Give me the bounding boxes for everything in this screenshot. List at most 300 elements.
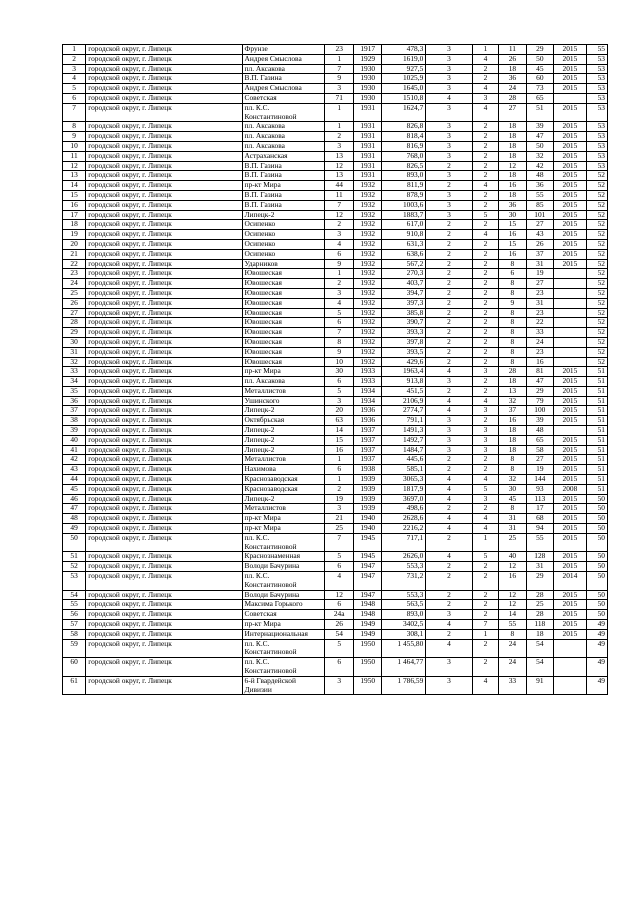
entrances-cell: 2	[472, 347, 498, 357]
municipality-cell: городской округ, г. Липецк	[86, 629, 242, 639]
year-cell: 1936	[354, 406, 381, 416]
street-cell: пр-кт Мира	[242, 367, 324, 377]
repair-year-cell: 2015	[554, 610, 587, 620]
municipality-cell: городской округ, г. Липецк	[86, 190, 242, 200]
percent-cell: 51	[586, 475, 607, 485]
table-row	[63, 600, 608, 610]
apartments-cell: 18	[499, 171, 526, 181]
percent-cell: 52	[586, 288, 607, 298]
residents-cell: 94	[526, 524, 553, 534]
percent-cell: 50	[586, 504, 607, 514]
area-cell: 791,1	[381, 416, 425, 426]
entrances-cell: 4	[472, 396, 498, 406]
residents-cell: 27	[526, 279, 553, 289]
residents-cell: 47	[526, 377, 553, 387]
house-number-cell: 5	[324, 552, 354, 562]
table-row	[63, 308, 608, 318]
row-number-cell: 1	[63, 45, 86, 55]
area-cell: 2106,9	[381, 396, 425, 406]
repair-year-cell: 2015	[554, 64, 587, 74]
repair-year-cell: 2015	[554, 171, 587, 181]
floors-cell: 3	[426, 132, 472, 142]
area-cell: 445,6	[381, 455, 425, 465]
entrances-cell: 2	[472, 337, 498, 347]
entrances-cell: 2	[472, 298, 498, 308]
residents-cell: 29	[526, 386, 553, 396]
row-number-cell: 32	[63, 357, 86, 367]
floors-cell: 2	[426, 288, 472, 298]
table-row	[63, 524, 608, 534]
percent-cell: 52	[586, 347, 607, 357]
residents-cell: 16	[526, 357, 553, 367]
area-cell: 397,3	[381, 298, 425, 308]
year-cell: 1948	[354, 600, 381, 610]
floors-cell: 2	[426, 600, 472, 610]
repair-year-cell: 2015	[554, 620, 587, 630]
year-cell: 1949	[354, 620, 381, 630]
house-number-cell: 2	[324, 484, 354, 494]
municipality-cell: городской округ, г. Липецк	[86, 484, 242, 494]
table-row	[63, 269, 608, 279]
entrances-cell: 2	[472, 279, 498, 289]
table-row	[63, 298, 608, 308]
table-row	[63, 676, 608, 695]
apartments-cell: 18	[499, 132, 526, 142]
residents-cell: 24	[526, 337, 553, 347]
entrances-cell: 2	[472, 658, 498, 677]
floors-cell: 3	[426, 435, 472, 445]
house-number-cell: 3	[324, 288, 354, 298]
municipality-cell: городской округ, г. Липецк	[86, 181, 242, 191]
entrances-cell: 2	[472, 318, 498, 328]
percent-cell: 50	[586, 533, 607, 552]
table-row	[63, 590, 608, 600]
entrances-cell: 4	[472, 181, 498, 191]
street-cell: Липецк-2	[242, 406, 324, 416]
year-cell: 1932	[354, 308, 381, 318]
area-cell: 2216,2	[381, 524, 425, 534]
street-cell: пл. К.С. Константиновой	[242, 533, 324, 552]
apartments-cell: 12	[499, 590, 526, 600]
floors-cell: 3	[426, 658, 472, 677]
street-cell: Ювошеская	[242, 288, 324, 298]
entrances-cell: 2	[472, 377, 498, 387]
year-cell: 1932	[354, 190, 381, 200]
floors-cell: 2	[426, 328, 472, 338]
municipality-cell: городской округ, г. Липецк	[86, 504, 242, 514]
floors-cell: 4	[426, 639, 472, 658]
percent-cell: 50	[586, 494, 607, 504]
house-number-cell: 1	[324, 122, 354, 132]
entrances-cell: 2	[472, 220, 498, 230]
repair-year-cell: 2015	[554, 475, 587, 485]
street-cell: Металлистов	[242, 455, 324, 465]
house-number-cell: 5	[324, 386, 354, 396]
apartments-cell: 30	[499, 210, 526, 220]
repair-year-cell	[554, 298, 587, 308]
area-cell: 585,1	[381, 465, 425, 475]
apartments-cell: 32	[499, 475, 526, 485]
street-cell: Краснозаводская	[242, 484, 324, 494]
street-cell: В.П. Газина	[242, 200, 324, 210]
municipality-cell: городской округ, г. Липецк	[86, 54, 242, 64]
residents-cell: 79	[526, 396, 553, 406]
house-number-cell: 4	[324, 298, 354, 308]
year-cell: 1930	[354, 93, 381, 103]
row-number-cell: 34	[63, 377, 86, 387]
table-row	[63, 210, 608, 220]
row-number-cell: 43	[63, 465, 86, 475]
floors-cell: 3	[426, 676, 472, 695]
table-row	[63, 639, 608, 658]
residents-cell: 55	[526, 533, 553, 552]
percent-cell: 51	[586, 426, 607, 436]
municipality-cell: городской округ, г. Липецк	[86, 455, 242, 465]
entrances-cell: 3	[472, 435, 498, 445]
house-number-cell: 3	[324, 504, 354, 514]
row-number-cell: 36	[63, 396, 86, 406]
street-cell: Советская	[242, 610, 324, 620]
entrances-cell: 2	[472, 600, 498, 610]
entrances-cell: 2	[472, 141, 498, 151]
table-row	[63, 220, 608, 230]
street-cell: пр-кт Мира	[242, 524, 324, 534]
house-number-cell: 12	[324, 210, 354, 220]
residents-cell: 39	[526, 416, 553, 426]
residents-cell: 68	[526, 514, 553, 524]
entrances-cell: 3	[472, 445, 498, 455]
house-number-cell: 9	[324, 347, 354, 357]
table-row	[63, 572, 608, 591]
entrances-cell: 2	[472, 610, 498, 620]
year-cell: 1937	[354, 455, 381, 465]
year-cell: 1948	[354, 610, 381, 620]
entrances-cell: 2	[472, 465, 498, 475]
house-number-cell: 3	[324, 230, 354, 240]
street-cell: Астраханская	[242, 151, 324, 161]
floors-cell: 3	[426, 210, 472, 220]
percent-cell: 53	[586, 103, 607, 122]
year-cell: 1932	[354, 298, 381, 308]
percent-cell: 50	[586, 610, 607, 620]
house-number-cell: 5	[324, 639, 354, 658]
year-cell: 1917	[354, 45, 381, 55]
municipality-cell: городской округ, г. Липецк	[86, 552, 242, 562]
row-number-cell: 33	[63, 367, 86, 377]
street-cell: Советская	[242, 93, 324, 103]
percent-cell: 53	[586, 122, 607, 132]
entrances-cell: 2	[472, 288, 498, 298]
house-number-cell: 2	[324, 132, 354, 142]
entrances-cell: 5	[472, 552, 498, 562]
apartments-cell: 40	[499, 552, 526, 562]
table-row	[63, 122, 608, 132]
street-cell: пл. Аксакова	[242, 64, 324, 74]
year-cell: 1932	[354, 230, 381, 240]
repair-year-cell	[554, 279, 587, 289]
house-number-cell: 71	[324, 93, 354, 103]
row-number-cell: 16	[63, 200, 86, 210]
percent-cell: 52	[586, 239, 607, 249]
row-number-cell: 13	[63, 171, 86, 181]
apartments-cell: 8	[499, 357, 526, 367]
residents-cell: 23	[526, 347, 553, 357]
table-row	[63, 328, 608, 338]
year-cell: 1932	[354, 181, 381, 191]
repair-year-cell: 2015	[554, 386, 587, 396]
area-cell: 390,7	[381, 318, 425, 328]
repair-year-cell: 2015	[554, 141, 587, 151]
house-number-cell: 9	[324, 259, 354, 269]
percent-cell: 52	[586, 181, 607, 191]
year-cell: 1931	[354, 151, 381, 161]
area-cell: 1025,9	[381, 74, 425, 84]
entrances-cell: 2	[472, 259, 498, 269]
area-cell: 826,8	[381, 122, 425, 132]
floors-cell: 2	[426, 239, 472, 249]
residents-cell: 51	[526, 103, 553, 122]
area-cell: 270,3	[381, 269, 425, 279]
municipality-cell: городской округ, г. Липецк	[86, 562, 242, 572]
year-cell: 1930	[354, 64, 381, 74]
table-row	[63, 239, 608, 249]
street-cell: Осипенко	[242, 220, 324, 230]
area-cell: 913,8	[381, 377, 425, 387]
percent-cell: 51	[586, 367, 607, 377]
street-cell: Липецк-2	[242, 435, 324, 445]
table-row	[63, 475, 608, 485]
table-row	[63, 347, 608, 357]
municipality-cell: городской округ, г. Липецк	[86, 122, 242, 132]
repair-year-cell: 2015	[554, 435, 587, 445]
row-number-cell: 44	[63, 475, 86, 485]
entrances-cell: 2	[472, 269, 498, 279]
residents-cell: 25	[526, 600, 553, 610]
percent-cell: 52	[586, 210, 607, 220]
row-number-cell: 9	[63, 132, 86, 142]
repair-year-cell	[554, 357, 587, 367]
year-cell: 1939	[354, 484, 381, 494]
floors-cell: 4	[426, 552, 472, 562]
house-number-cell: 15	[324, 435, 354, 445]
apartments-cell: 18	[499, 141, 526, 151]
house-number-cell: 13	[324, 171, 354, 181]
municipality-cell: городской округ, г. Липецк	[86, 200, 242, 210]
residents-cell: 18	[526, 629, 553, 639]
year-cell: 1932	[354, 200, 381, 210]
street-cell: Андрея Смыслова	[242, 84, 324, 94]
residents-cell: 31	[526, 562, 553, 572]
house-number-cell: 2	[324, 279, 354, 289]
house-number-cell: 8	[324, 337, 354, 347]
repair-year-cell: 2015	[554, 45, 587, 55]
apartments-cell: 36	[499, 200, 526, 210]
floors-cell: 2	[426, 279, 472, 289]
row-number-cell: 37	[63, 406, 86, 416]
apartments-cell: 24	[499, 639, 526, 658]
street-cell: пл. Аксакова	[242, 141, 324, 151]
street-cell: пл. Аксакова	[242, 132, 324, 142]
year-cell: 1932	[354, 318, 381, 328]
table-row	[63, 171, 608, 181]
year-cell: 1932	[354, 269, 381, 279]
apartments-cell: 18	[499, 122, 526, 132]
residents-cell: 60	[526, 74, 553, 84]
house-number-cell: 1	[324, 103, 354, 122]
year-cell: 1937	[354, 426, 381, 436]
street-cell: Липецк-2	[242, 426, 324, 436]
year-cell: 1950	[354, 676, 381, 695]
residents-cell: 33	[526, 328, 553, 338]
street-cell: Липецк-2	[242, 210, 324, 220]
municipality-cell: городской округ, г. Липецк	[86, 658, 242, 677]
municipality-cell: городской округ, г. Липецк	[86, 572, 242, 591]
table-row	[63, 484, 608, 494]
repair-year-cell	[554, 337, 587, 347]
area-cell: 1963,4	[381, 367, 425, 377]
floors-cell: 2	[426, 504, 472, 514]
area-cell: 385,8	[381, 308, 425, 318]
table-row	[63, 504, 608, 514]
area-cell: 1 786,59	[381, 676, 425, 695]
area-cell: 1619,0	[381, 54, 425, 64]
area-cell: 393,5	[381, 347, 425, 357]
table-row	[63, 386, 608, 396]
percent-cell: 52	[586, 230, 607, 240]
area-cell: 553,3	[381, 562, 425, 572]
year-cell: 1950	[354, 658, 381, 677]
residents-cell: 50	[526, 141, 553, 151]
year-cell: 1933	[354, 367, 381, 377]
row-number-cell: 35	[63, 386, 86, 396]
floors-cell: 2	[426, 357, 472, 367]
row-number-cell: 4	[63, 74, 86, 84]
municipality-cell: городской округ, г. Липецк	[86, 435, 242, 445]
apartments-cell: 16	[499, 416, 526, 426]
floors-cell: 4	[426, 406, 472, 416]
floors-cell: 4	[426, 367, 472, 377]
percent-cell: 51	[586, 377, 607, 387]
floors-cell: 2	[426, 220, 472, 230]
percent-cell: 51	[586, 455, 607, 465]
percent-cell: 50	[586, 572, 607, 591]
municipality-cell: городской округ, г. Липецк	[86, 426, 242, 436]
repair-year-cell	[554, 308, 587, 318]
percent-cell: 49	[586, 620, 607, 630]
area-cell: 3697,0	[381, 494, 425, 504]
repair-year-cell: 2015	[554, 533, 587, 552]
street-cell: пл. К.С. Константиновой	[242, 572, 324, 591]
municipality-cell: городской округ, г. Липецк	[86, 494, 242, 504]
residents-cell: 31	[526, 298, 553, 308]
table-row	[63, 533, 608, 552]
row-number-cell: 7	[63, 103, 86, 122]
apartments-cell: 18	[499, 190, 526, 200]
percent-cell: 50	[586, 562, 607, 572]
street-cell: Октябрьская	[242, 416, 324, 426]
table-row	[63, 132, 608, 142]
table-row	[63, 259, 608, 269]
area-cell: 3065,3	[381, 475, 425, 485]
residents-cell: 23	[526, 308, 553, 318]
repair-year-cell: 2015	[554, 552, 587, 562]
area-cell: 717,1	[381, 533, 425, 552]
area-cell: 768,0	[381, 151, 425, 161]
municipality-cell: городской округ, г. Липецк	[86, 396, 242, 406]
entrances-cell: 2	[472, 132, 498, 142]
repair-year-cell: 2015	[554, 465, 587, 475]
area-cell: 631,3	[381, 239, 425, 249]
house-number-cell: 23	[324, 45, 354, 55]
entrances-cell: 2	[472, 239, 498, 249]
street-cell: Липецк-2	[242, 445, 324, 455]
apartments-cell: 18	[499, 377, 526, 387]
municipality-cell: городской округ, г. Липецк	[86, 93, 242, 103]
percent-cell: 53	[586, 74, 607, 84]
entrances-cell: 4	[472, 524, 498, 534]
apartments-cell: 8	[499, 629, 526, 639]
residents-cell: 19	[526, 269, 553, 279]
area-cell: 397,8	[381, 337, 425, 347]
residents-cell: 81	[526, 367, 553, 377]
house-number-cell: 63	[324, 416, 354, 426]
floors-cell: 2	[426, 161, 472, 171]
floors-cell: 4	[426, 524, 472, 534]
year-cell: 1937	[354, 435, 381, 445]
floors-cell: 3	[426, 103, 472, 122]
street-cell: Осипенко	[242, 230, 324, 240]
area-cell: 451,5	[381, 386, 425, 396]
apartments-cell: 8	[499, 504, 526, 514]
apartments-cell: 8	[499, 347, 526, 357]
year-cell: 1945	[354, 552, 381, 562]
house-number-cell: 12	[324, 590, 354, 600]
entrances-cell: 2	[472, 64, 498, 74]
street-cell: Интернациональная	[242, 629, 324, 639]
year-cell: 1937	[354, 445, 381, 455]
municipality-cell: городской округ, г. Липецк	[86, 45, 242, 55]
apartments-cell: 30	[499, 484, 526, 494]
apartments-cell: 12	[499, 562, 526, 572]
repair-year-cell: 2008	[554, 484, 587, 494]
table-row	[63, 406, 608, 416]
floors-cell: 2	[426, 533, 472, 552]
floors-cell: 3	[426, 426, 472, 436]
year-cell: 1932	[354, 239, 381, 249]
residents-cell: 36	[526, 181, 553, 191]
street-cell: Краснознаменная	[242, 552, 324, 562]
percent-cell: 53	[586, 161, 607, 171]
percent-cell: 51	[586, 445, 607, 455]
repair-year-cell: 2015	[554, 210, 587, 220]
house-number-cell: 3	[324, 141, 354, 151]
residents-cell: 48	[526, 171, 553, 181]
row-number-cell: 8	[63, 122, 86, 132]
row-number-cell: 40	[63, 435, 86, 445]
house-number-cell: 7	[324, 200, 354, 210]
street-cell: пл. Аксакова	[242, 122, 324, 132]
table-row	[63, 514, 608, 524]
house-number-cell: 7	[324, 328, 354, 338]
floors-cell: 2	[426, 465, 472, 475]
row-number-cell: 60	[63, 658, 86, 677]
percent-cell: 50	[586, 552, 607, 562]
area-cell: 403,7	[381, 279, 425, 289]
floors-cell: 2	[426, 386, 472, 396]
municipality-cell: городской округ, г. Липецк	[86, 279, 242, 289]
year-cell: 1931	[354, 122, 381, 132]
entrances-cell: 4	[472, 84, 498, 94]
